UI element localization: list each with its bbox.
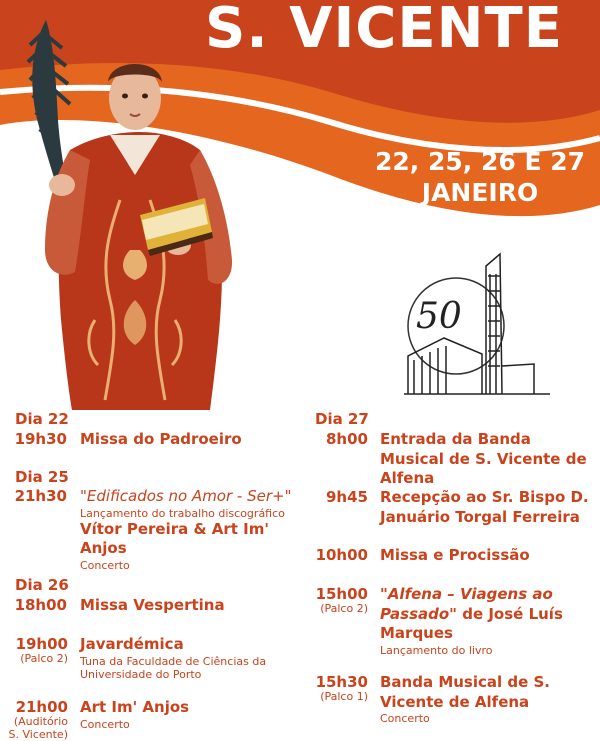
event-time: 19h30 (14, 430, 67, 448)
event-time: 21h00 (15, 698, 68, 716)
saint-statue-image (0, 0, 260, 410)
event-author: de José Luís Marques (380, 604, 563, 642)
event-time: 8h00 (326, 430, 368, 448)
event-subtitle: Tuna da Faculdade de Ciências da Universidade do Porto (80, 654, 267, 681)
day-27-label: Dia 27 (315, 410, 369, 428)
event-subtitle: Lançamento do trabalho discográfico (80, 506, 285, 520)
event-block (80, 635, 295, 681)
event-title: Art Im' Anjos (80, 698, 190, 716)
anniversary-logo (404, 246, 550, 396)
event-time: 10h00 (315, 546, 368, 564)
day-25-label: Dia 25 (15, 468, 69, 486)
event-title: Javardémica (80, 635, 184, 653)
page-title: S. VICENTE (205, 0, 563, 61)
event-title: Recepção ao Sr. Bispo D. Januário Torgal Ferreira (380, 488, 589, 526)
event-title: Entrada da Banda Musical de S. Vicente de Alfena (380, 430, 587, 487)
event-place: (Palco 2) (320, 602, 368, 615)
event-time: 9h45 (326, 488, 368, 506)
event-place: (Palco 1) (320, 690, 368, 703)
event-block (380, 673, 595, 725)
event-time: 15h30 (315, 673, 368, 691)
event-time-block (306, 673, 368, 704)
event-subtitle: Concerto (380, 712, 430, 725)
dates-days: 22, 25, 26 E 27 (374, 147, 586, 176)
event-title: "Edificados no Amor - Ser+" (80, 487, 292, 505)
event-time: 15h00 (315, 585, 368, 603)
day-22-label: Dia 22 (15, 410, 69, 428)
event-title: Missa e Procissão (380, 546, 530, 564)
event-time-block (4, 698, 68, 741)
event-performer: Vítor Pereira & Art Im' Anjos (80, 519, 269, 558)
event-title: Banda Musical de S. Vicente de Alfena (380, 673, 551, 711)
event-title: Missa do Padroeiro (80, 430, 242, 448)
dates-month: JANEIRO (421, 178, 539, 208)
event-time: 19h00 (15, 635, 68, 653)
event-title: Missa Vespertina (80, 596, 225, 614)
event-time: 21h30 (14, 487, 67, 505)
event-place: (Auditório S. Vicente) (8, 715, 68, 741)
event-block (80, 698, 295, 731)
event-dates (360, 146, 600, 209)
event-subtitle: Concerto (80, 558, 130, 572)
event-title: "Alfena – Viagens ao Passado" (380, 585, 553, 623)
event-block (80, 487, 298, 572)
event-block (380, 585, 595, 657)
event-place: (Palco 2) (20, 652, 68, 665)
event-subtitle: Lançamento do livro (380, 643, 493, 657)
event-subtitle: Concerto (80, 717, 130, 731)
logo-number: 50 (416, 296, 462, 337)
day-26-label: Dia 26 (15, 576, 69, 594)
event-time-block (306, 585, 368, 616)
event-time: 18h00 (14, 596, 67, 614)
event-time-block (8, 635, 68, 666)
